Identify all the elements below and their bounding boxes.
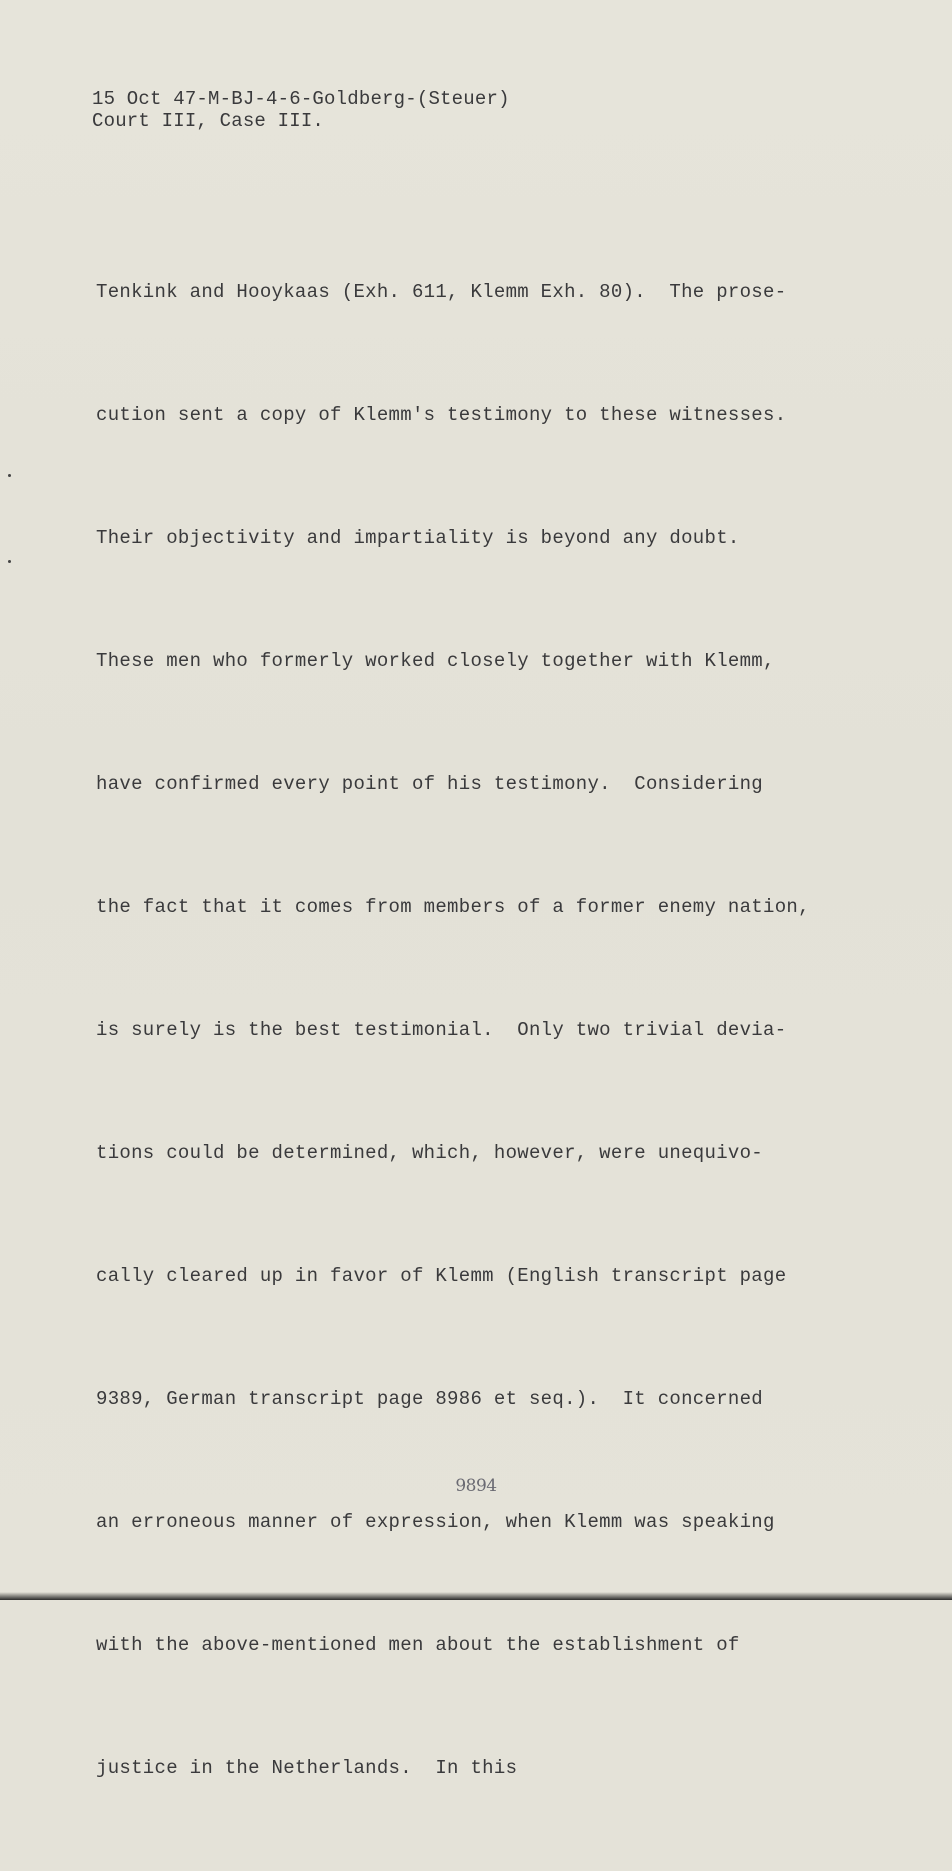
body-line: 9389, German transcript page 8986 et seq.). It concerned xyxy=(96,1388,764,1410)
body-line: Their objectivity and impartiality is beyond any doubt. xyxy=(96,527,740,549)
body-line: Tenkink and Hooykaas (Exh. 611, Klemm Exh. 80). The prose- xyxy=(96,281,787,303)
document-header xyxy=(92,88,510,132)
margin-speck xyxy=(8,474,11,477)
body-line: have confirmed every point of his testimony. Considering xyxy=(96,773,764,795)
body-line: the fact that it comes from members of a former enemy nation, xyxy=(96,896,810,918)
body-line: with the above-mentioned men about the establishment of xyxy=(96,1634,740,1656)
header-court-line: Court III, Case III. xyxy=(92,110,325,132)
body-line: cally cleared up in favor of Klemm (English transcript page xyxy=(96,1265,787,1287)
document-body xyxy=(96,190,810,1871)
body-line: cution sent a copy of Klemm's testimony to these witnesses. xyxy=(96,404,787,426)
body-line: tions could be determined, which, however, were unequivo- xyxy=(96,1142,764,1164)
page-number: 9894 xyxy=(455,1476,497,1496)
body-line: an erroneous manner of expression, when Klemm was speaking xyxy=(96,1511,775,1533)
body-line: These men who formerly worked closely together with Klemm, xyxy=(96,650,775,672)
margin-speck xyxy=(8,560,11,563)
body-line: justice in the Netherlands. In this xyxy=(96,1757,518,1779)
body-line: is surely is the best testimonial. Only two trivial devia- xyxy=(96,1019,787,1041)
header-reference-line: 15 Oct 47-M-BJ-4-6-Goldberg-(Steuer) xyxy=(92,88,510,110)
scan-bottom-edge xyxy=(0,1592,952,1600)
